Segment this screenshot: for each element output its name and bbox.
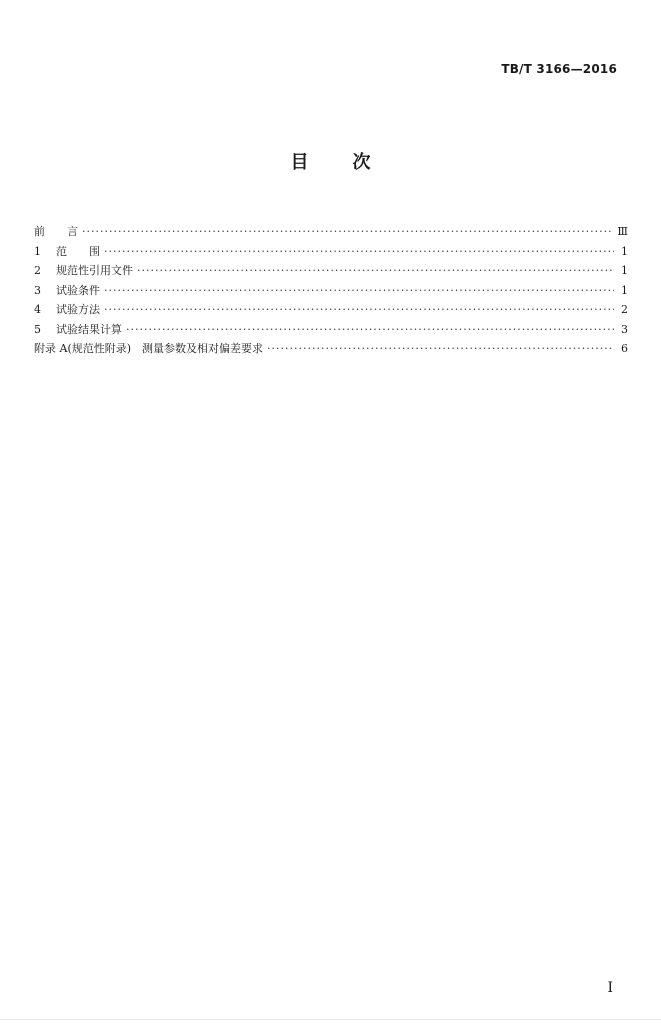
toc-entry-foreword[interactable] [34,222,628,242]
toc-label: 试验条件 [56,283,100,297]
toc-section-number: 1 [34,244,41,258]
toc-page-number: Ⅲ [617,225,628,238]
toc-leader-dots [104,242,614,262]
page-edge-divider [0,1019,661,1020]
table-of-contents [34,222,628,359]
toc-page-number: 1 [621,264,628,277]
toc-leader-dots [267,339,614,359]
toc-section-number: 2 [34,264,41,277]
page-title [0,148,661,174]
toc-entry-annex-a[interactable] [34,339,628,359]
toc-page-number: 1 [621,283,628,297]
toc-section-number: 5 [34,322,41,336]
toc-section-number: 3 [34,283,41,297]
toc-entry-test-methods[interactable] [34,300,628,320]
toc-label: 前 言 [34,225,78,238]
toc-label: 范 围 [56,244,100,258]
standard-code: TB/T 3166—2016 [501,62,617,76]
toc-entry-normative-references[interactable] [34,261,628,281]
toc-entry-test-conditions[interactable] [34,281,628,301]
toc-page-number: 1 [621,244,628,258]
toc-entry-scope[interactable] [34,242,628,262]
toc-label: 规范性引用文件 [56,264,133,277]
toc-section-number: 4 [34,303,41,316]
toc-page-number: 6 [621,342,628,355]
toc-leader-dots [126,320,614,340]
toc-label: 试验方法 [56,303,100,316]
toc-leader-dots [104,300,614,320]
toc-label: 附录 A(规范性附录) 测量参数及相对偏差要求 [34,342,264,355]
page-number: I [607,980,613,996]
toc-entry-result-calculation[interactable] [34,320,628,340]
toc-leader-dots [104,281,614,301]
title-char-2: 次 [352,152,371,173]
toc-leader-dots [82,222,613,242]
toc-page-number: 2 [621,303,628,316]
toc-leader-dots [137,261,614,281]
toc-page-number: 3 [621,322,628,336]
title-char-1: 目 [290,152,309,173]
toc-label: 试验结果计算 [56,322,122,336]
